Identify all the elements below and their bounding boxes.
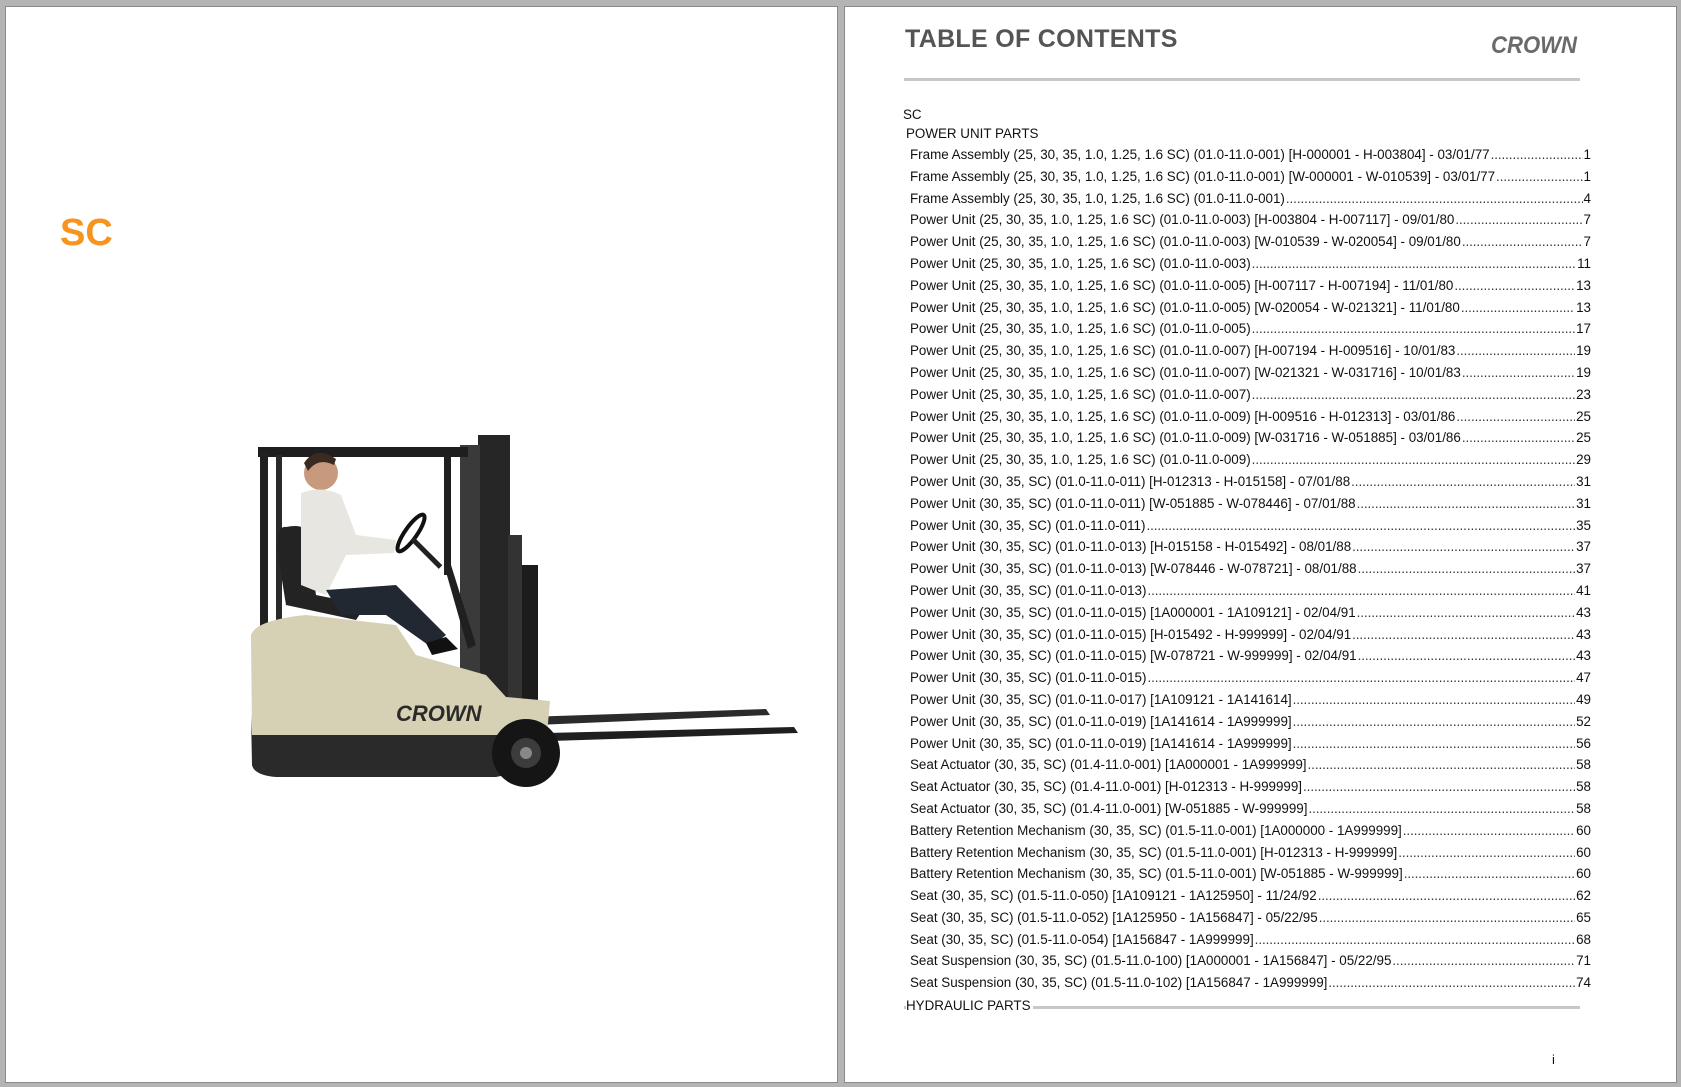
toc-entry-page: 31 <box>1576 473 1591 489</box>
toc-entry-page: 29 <box>1576 452 1591 468</box>
toc-entry-page: 4 <box>1583 190 1591 206</box>
toc-entry[interactable] <box>903 711 1591 733</box>
toc-leader-dots <box>1318 885 1575 907</box>
toc-entry[interactable] <box>903 972 1591 994</box>
toc-entry-page: 43 <box>1576 648 1591 664</box>
toc-entry-title: Power Unit (25, 30, 35, 1.0, 1.25, 1.6 SC) (01.0-11.0-007) <box>910 386 1251 402</box>
toc-entry-page: 37 <box>1576 561 1591 577</box>
toc-subsection-heading: POWER UNIT PARTS <box>906 126 1039 141</box>
toc-entry-title: Battery Retention Mechanism (30, 35, SC) (01.5-11.0-001) [W-051885 - W-999999] <box>910 866 1403 882</box>
toc-entry-title: Power Unit (25, 30, 35, 1.0, 1.25, 1.6 SC) (01.0-11.0-005) [H-007117 - H-007194] - 11/01/80 <box>910 277 1454 293</box>
toc-entry[interactable] <box>903 384 1591 406</box>
toc-entry[interactable] <box>903 689 1591 711</box>
toc-leader-dots <box>1319 907 1575 929</box>
toc-entry-title: Battery Retention Mechanism (30, 35, SC) (01.5-11.0-001) [1A000000 - 1A999999] <box>910 822 1402 838</box>
toc-entry-page: 62 <box>1576 888 1591 904</box>
toc-entry-title: Power Unit (25, 30, 35, 1.0, 1.25, 1.6 SC) (01.0-11.0-007) [H-007194 - H-009516] - 10/01/83 <box>910 343 1456 359</box>
toc-entry-title: Battery Retention Mechanism (30, 35, SC) (01.5-11.0-001) [H-012313 - H-999999] <box>910 844 1398 860</box>
toc-entry[interactable] <box>903 558 1591 580</box>
toc-entry-page: 13 <box>1576 277 1591 293</box>
toc-entry[interactable] <box>903 907 1591 929</box>
toc-leader-dots <box>1308 798 1575 820</box>
toc-entry-page: 52 <box>1576 713 1591 729</box>
toc-leader-dots <box>1252 384 1575 406</box>
toc-entry[interactable] <box>903 253 1591 275</box>
toc-entry[interactable] <box>903 406 1591 428</box>
toc-entry[interactable] <box>903 929 1591 951</box>
toc-leader-dots <box>1286 188 1583 210</box>
toc-entry-title: Power Unit (25, 30, 35, 1.0, 1.25, 1.6 SC) (01.0-11.0-003) [H-003804 - H-007117] - 09/01/80 <box>910 212 1455 228</box>
toc-leader-dots <box>1404 863 1575 885</box>
toc-leader-dots <box>1358 645 1576 667</box>
toc-leader-dots <box>1455 209 1582 231</box>
toc-entry-title: Power Unit (30, 35, SC) (01.0-11.0-015) <box>910 670 1147 686</box>
toc-entry-page: 41 <box>1576 582 1591 598</box>
toc-entry[interactable] <box>903 188 1591 210</box>
forklift-photo <box>246 415 806 835</box>
toc-entry-page: 60 <box>1576 844 1591 860</box>
toc-entry[interactable] <box>903 297 1591 319</box>
toc-entry[interactable] <box>903 427 1591 449</box>
toc-entry-title: Power Unit (30, 35, SC) (01.0-11.0-015) [W-078721 - W-999999] - 02/04/91 <box>910 648 1357 664</box>
toc-entry-title: Power Unit (25, 30, 35, 1.0, 1.25, 1.6 SC) (01.0-11.0-009) [W-031716 - W-051885] - 03/01/86 <box>910 430 1461 446</box>
model-label: SC <box>60 212 113 254</box>
toc-entry[interactable] <box>903 754 1591 776</box>
toc-entry-page: 49 <box>1576 691 1591 707</box>
toc-leader-dots <box>1496 166 1583 188</box>
toc-entry[interactable] <box>903 580 1591 602</box>
toc-entry-page: 43 <box>1576 626 1591 642</box>
toc-leader-dots <box>1147 580 1575 602</box>
toc-leader-dots <box>1308 754 1576 776</box>
toc-entry-page: 1 <box>1583 147 1591 162</box>
toc-entry-title: Power Unit (25, 30, 35, 1.0, 1.25, 1.6 SC) (01.0-11.0-005) <box>910 321 1251 337</box>
toc-entry-title: Seat (30, 35, SC) (01.5-11.0-054) [1A156847 - 1A999999] <box>910 931 1254 947</box>
toc-leader-dots <box>1293 733 1575 755</box>
toc-entry-title: Power Unit (30, 35, SC) (01.0-11.0-013) [H-015158 - H-015492] - 08/01/88 <box>910 539 1352 555</box>
toc-entry-page: 65 <box>1576 909 1591 925</box>
toc-entry[interactable] <box>903 885 1591 907</box>
toc-entry-page: 13 <box>1576 299 1591 315</box>
toc-entry[interactable] <box>903 645 1591 667</box>
toc-leader-dots <box>1403 820 1575 842</box>
logo-text: CROWN <box>1491 32 1578 59</box>
page-title: TABLE OF CONTENTS <box>905 25 1178 53</box>
left-page <box>6 7 837 1082</box>
toc-leader-dots <box>1357 602 1575 624</box>
toc-entry-title: Seat (30, 35, SC) (01.5-11.0-052) [1A125950 - 1A156847] - 05/22/95 <box>910 909 1318 925</box>
toc-entry-page: 11 <box>1577 255 1591 271</box>
toc-next-section: HYDRAULIC PARTS <box>906 998 1031 1013</box>
toc-leader-dots <box>1328 972 1575 994</box>
toc-leader-dots <box>1352 624 1575 646</box>
toc-entry-title: Frame Assembly (25, 30, 35, 1.0, 1.25, 1.6 SC) (01.0-11.0-001) [H-000001 - H-003804] - 03/01/77 <box>910 147 1490 162</box>
toc-leader-dots <box>1351 471 1575 493</box>
toc-entry-title: Power Unit (30, 35, SC) (01.0-11.0-019) [1A141614 - 1A999999] <box>910 735 1292 751</box>
toc-entry-page: 25 <box>1576 408 1591 424</box>
toc-entry-page: 19 <box>1576 364 1591 380</box>
toc-entry-title: Seat Actuator (30, 35, SC) (01.4-11.0-001) [W-051885 - W-999999] <box>910 800 1308 816</box>
toc-leader-dots <box>1491 144 1583 166</box>
toc-leader-dots <box>1252 318 1575 340</box>
toc-leader-dots <box>1358 558 1576 580</box>
toc-entry-page: 19 <box>1576 343 1591 359</box>
toc-entry-page: 31 <box>1576 495 1591 511</box>
toc-entry-page: 58 <box>1576 800 1591 816</box>
toc-entry[interactable] <box>903 493 1591 515</box>
toc-entry-title: Power Unit (30, 35, SC) (01.0-11.0-011) <box>910 517 1146 533</box>
toc-entry-page: 58 <box>1576 757 1591 773</box>
toc-leader-dots <box>1462 427 1575 449</box>
toc-entry[interactable] <box>903 798 1591 820</box>
toc-entry-page: 60 <box>1576 866 1591 882</box>
toc-leader-dots <box>1357 493 1575 515</box>
toc-entry-page: 68 <box>1576 931 1591 947</box>
crown-logo <box>1491 29 1579 59</box>
toc-entry[interactable] <box>903 602 1591 624</box>
toc-entry[interactable] <box>903 449 1591 471</box>
toc-leader-dots <box>1461 297 1575 319</box>
toc-leader-dots <box>1398 842 1575 864</box>
toc-entry-title: Seat (30, 35, SC) (01.5-11.0-050) [1A109121 - 1A125950] - 11/24/92 <box>910 888 1317 904</box>
toc-leader-dots <box>1252 449 1575 471</box>
toc-entry[interactable] <box>903 318 1591 340</box>
toc-entry[interactable] <box>903 733 1591 755</box>
toc-leader-dots <box>1456 406 1575 428</box>
toc-entry-title: Power Unit (30, 35, SC) (01.0-11.0-015) [H-015492 - H-999999] - 02/04/91 <box>910 626 1352 642</box>
toc-entry-title: Power Unit (25, 30, 35, 1.0, 1.25, 1.6 SC) (01.0-11.0-009) [H-009516 - H-012313] - 03/01/86 <box>910 408 1456 424</box>
toc-entry-title: Power Unit (25, 30, 35, 1.0, 1.25, 1.6 SC) (01.0-11.0-003) [W-010539 - W-020054] - 09/01/80 <box>910 234 1461 250</box>
toc-entry-title: Power Unit (30, 35, SC) (01.0-11.0-015) [1A000001 - 1A109121] - 02/04/91 <box>910 604 1356 620</box>
toc-entry-page: 17 <box>1576 321 1591 337</box>
toc-entry-page: 74 <box>1576 975 1591 991</box>
toc-entry-page: 71 <box>1576 953 1591 969</box>
toc-entry-page: 47 <box>1576 670 1591 686</box>
toc-entry[interactable] <box>903 776 1591 798</box>
toc-entry[interactable] <box>903 144 1591 166</box>
toc-entry[interactable] <box>903 515 1591 537</box>
right-page <box>845 7 1676 1082</box>
toc-entry-title: Power Unit (30, 35, SC) (01.0-11.0-011) [W-051885 - W-078446] - 07/01/88 <box>910 495 1356 511</box>
toc-entry[interactable] <box>903 209 1591 231</box>
toc-leader-dots <box>1392 950 1575 972</box>
toc-entry-page: 1 <box>1583 168 1591 184</box>
toc-entry[interactable] <box>903 362 1591 384</box>
toc-entry-title: Seat Actuator (30, 35, SC) (01.4-11.0-001) [H-012313 - H-999999] <box>910 779 1303 795</box>
toc-entry-page: 43 <box>1576 604 1591 620</box>
toc-entry[interactable] <box>903 166 1591 188</box>
toc-entry[interactable] <box>903 863 1591 885</box>
toc-entry[interactable] <box>903 231 1591 253</box>
toc-entry-page: 7 <box>1583 212 1591 228</box>
toc-entry-title: Power Unit (30, 35, SC) (01.0-11.0-017) [1A109121 - 1A141614] <box>910 691 1292 707</box>
toc-entry-page: 7 <box>1583 234 1591 250</box>
toc-entry[interactable] <box>903 340 1591 362</box>
toc-entry-title: Seat Suspension (30, 35, SC) (01.5-11.0-102) [1A156847 - 1A999999] <box>910 975 1328 991</box>
toc-leader-dots <box>1462 362 1575 384</box>
toc-entry[interactable] <box>903 536 1591 558</box>
toc-entry-page: 56 <box>1576 735 1591 751</box>
header-rule <box>904 78 1580 81</box>
toc-entry[interactable] <box>903 471 1591 493</box>
toc-entry-title: Power Unit (30, 35, SC) (01.0-11.0-011) [H-012313 - H-015158] - 07/01/88 <box>910 473 1351 489</box>
toc-entry[interactable] <box>903 275 1591 297</box>
toc-entry-title: Power Unit (25, 30, 35, 1.0, 1.25, 1.6 SC) (01.0-11.0-005) [W-020054 - W-021321] - 11/01/80 <box>910 299 1460 315</box>
toc-leader-dots <box>1146 515 1575 537</box>
toc-entry-list <box>903 144 1591 994</box>
toc-leader-dots <box>1352 536 1575 558</box>
toc-entry[interactable] <box>903 950 1591 972</box>
toc-entry-title: Power Unit (30, 35, SC) (01.0-11.0-019) [1A141614 - 1A999999] <box>910 713 1292 729</box>
toc-entry[interactable] <box>903 667 1591 689</box>
toc-entry-title: Frame Assembly (25, 30, 35, 1.0, 1.25, 1.6 SC) (01.0-11.0-001) <box>910 190 1285 206</box>
toc-entry-page: 37 <box>1576 539 1591 555</box>
toc-leader-dots <box>1255 929 1575 951</box>
truck-brand-text: CROWN <box>396 701 482 726</box>
toc-entry-page: 60 <box>1576 822 1591 838</box>
toc-entry-title: Power Unit (25, 30, 35, 1.0, 1.25, 1.6 SC) (01.0-11.0-007) [W-021321 - W-031716] - 10/01/83 <box>910 364 1461 380</box>
toc-leader-dots <box>1293 711 1575 733</box>
toc-entry[interactable] <box>903 820 1591 842</box>
toc-leader-dots <box>1303 776 1575 798</box>
toc-leader-dots <box>1147 667 1575 689</box>
toc-entry-title: Frame Assembly (25, 30, 35, 1.0, 1.25, 1.6 SC) (01.0-11.0-001) [W-000001 - W-010539] - 03/01/77 <box>910 168 1496 184</box>
toc-entry-title: Power Unit (25, 30, 35, 1.0, 1.25, 1.6 SC) (01.0-11.0-009) <box>910 452 1251 468</box>
toc-entry-title: Power Unit (25, 30, 35, 1.0, 1.25, 1.6 SC) (01.0-11.0-003) <box>910 255 1251 271</box>
toc-entry-page: 58 <box>1576 779 1591 795</box>
toc-entry-page: 25 <box>1576 430 1591 446</box>
table-of-contents <box>903 105 1591 994</box>
toc-entry[interactable] <box>903 842 1591 864</box>
toc-entry-title: Seat Actuator (30, 35, SC) (01.4-11.0-001) [1A000001 - 1A999999] <box>910 757 1307 773</box>
toc-leader-dots <box>1454 275 1575 297</box>
toc-leader-dots <box>1252 253 1576 275</box>
toc-leader-dots <box>1456 340 1575 362</box>
toc-entry[interactable] <box>903 624 1591 646</box>
toc-entry-title: Power Unit (30, 35, SC) (01.0-11.0-013) <box>910 582 1147 598</box>
toc-leader-dots <box>1462 231 1583 253</box>
toc-entry-title: Seat Suspension (30, 35, SC) (01.5-11.0-100) [1A000001 - 1A156847] - 05/22/95 <box>910 953 1392 969</box>
toc-section-heading: SC <box>903 107 922 122</box>
toc-entry-title: Power Unit (30, 35, SC) (01.0-11.0-013) [W-078446 - W-078721] - 08/01/88 <box>910 561 1357 577</box>
toc-entry-page: 35 <box>1576 517 1591 533</box>
toc-entry-page: 23 <box>1576 386 1591 402</box>
page-number: i <box>1552 1052 1555 1067</box>
toc-leader-dots <box>1293 689 1575 711</box>
